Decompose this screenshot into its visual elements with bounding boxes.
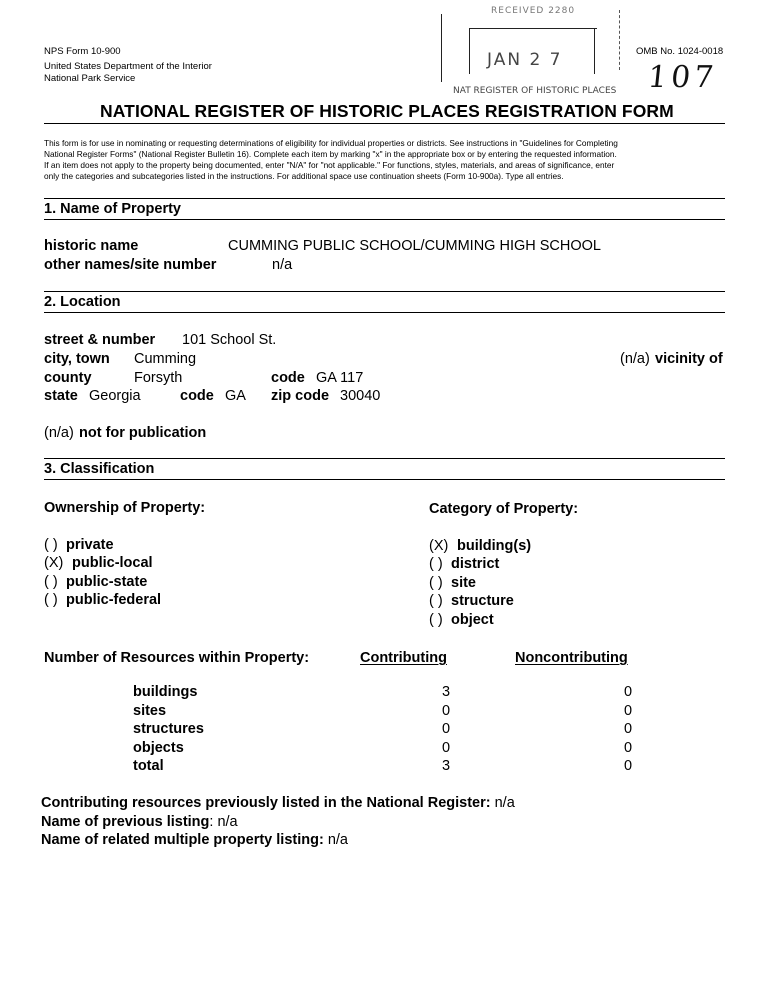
service-name: National Park Service (44, 73, 136, 84)
other-names-value: n/a (272, 257, 293, 273)
resource-structures-contributing: 0 (441, 721, 451, 737)
state-value: Georgia (89, 388, 141, 404)
stamp-date: JAN 2 7 (487, 50, 563, 70)
stamp-right-border (619, 10, 620, 70)
category-district-label: district (451, 556, 500, 572)
instructions-line-1: This form is for use in nominating or requesting determinations of eligibility for individual properties or districts. See instructions in "Guidelines for Completing (44, 138, 618, 148)
previous-listing-label: Name of previous listing (41, 814, 210, 830)
publication-label: not for publication (79, 425, 207, 441)
category-district-mark: ( ) (429, 556, 443, 572)
resource-structures-label: structures (133, 721, 204, 737)
vicinity-mark: (n/a) (620, 351, 650, 367)
instructions-line-2: National Register Forms" (National Register Bulletin 16). Complete each item by marking "x" in the appropriate box or by entering the requested information. (44, 149, 617, 159)
received-stamp (441, 6, 621, 96)
section3-bottom-rule (44, 479, 725, 480)
section1-top-rule (44, 198, 725, 199)
stamp-register-text: NAT REGISTER OF HISTORIC PLACES (453, 86, 617, 96)
ownership-public-state-mark: ( ) (44, 574, 58, 590)
section1-title: 1. Name of Property (44, 201, 181, 217)
county-code-value: GA 117 (316, 370, 364, 386)
stamp-left-border (441, 14, 442, 82)
category-heading: Category of Property: (429, 501, 579, 517)
previously-listed-value: n/a (494, 795, 515, 811)
street-label: street & number (44, 332, 156, 348)
ownership-heading: Ownership of Property: (44, 500, 206, 516)
resource-buildings-label: buildings (133, 684, 198, 700)
section2-bottom-rule (44, 312, 725, 313)
category-object-mark: ( ) (429, 612, 443, 628)
resource-buildings-contributing: 3 (441, 684, 451, 700)
zip-value: 30040 (340, 388, 381, 404)
resource-objects-contributing: 0 (441, 740, 451, 756)
form-number: NPS Form 10-900 (44, 46, 121, 57)
category-object-label: object (451, 612, 494, 628)
historic-name-label: historic name (44, 238, 139, 254)
ownership-public-local-label: public-local (72, 555, 153, 571)
county-label: county (44, 370, 92, 386)
title-rule (44, 123, 725, 124)
other-names-label: other names/site number (44, 257, 217, 273)
ownership-private-mark: ( ) (44, 537, 58, 553)
resource-objects-noncontributing: 0 (623, 740, 633, 756)
resource-structures-noncontributing: 0 (623, 721, 633, 737)
resource-total-noncontributing: 0 (623, 758, 633, 774)
ownership-public-federal-mark: ( ) (44, 592, 58, 608)
section3-title: 3. Classification (44, 461, 155, 477)
street-value: 101 School St. (182, 332, 277, 348)
multiple-property-line (41, 832, 348, 848)
noncontributing-header: Noncontributing (515, 650, 628, 666)
multiple-property-value: n/a (327, 832, 348, 848)
county-code-label: code (271, 370, 305, 386)
category-site-label: site (451, 575, 476, 591)
section1-bottom-rule (44, 219, 725, 220)
stamp-received-text: RECEIVED 2280 (491, 6, 576, 16)
city-label: city, town (44, 351, 110, 367)
category-building-mark: (X) (429, 538, 449, 554)
previous-listing-line (41, 814, 238, 830)
county-value: Forsyth (134, 370, 183, 386)
section2-top-rule (44, 291, 725, 292)
ownership-public-federal-label: public-federal (66, 592, 162, 608)
state-code-label: code (180, 388, 214, 404)
resource-sites-contributing: 0 (441, 703, 451, 719)
stamp-top-line (469, 28, 597, 29)
department-name: United States Department of the Interior (44, 61, 212, 72)
category-structure-label: structure (451, 593, 514, 609)
ownership-public-local-mark: (X) (44, 555, 64, 571)
resource-objects-label: objects (133, 740, 184, 756)
section2-title: 2. Location (44, 294, 121, 310)
category-structure-mark: ( ) (429, 593, 443, 609)
resource-sites-label: sites (133, 703, 167, 719)
multiple-property-label: Name of related multiple property listing: (41, 832, 324, 848)
section3-top-rule (44, 458, 725, 459)
city-value: Cumming (134, 351, 197, 367)
stamp-inner-right (594, 28, 595, 74)
resource-buildings-noncontributing: 0 (623, 684, 633, 700)
historic-name-value: CUMMING PUBLIC SCHOOL/CUMMING HIGH SCHOOL (228, 238, 601, 254)
previously-listed-line (41, 795, 515, 811)
state-code-value: GA (225, 388, 246, 404)
previously-listed-label: Contributing resources previously listed in the National Register: (41, 795, 491, 811)
handwritten-number: 107 (646, 60, 720, 95)
previous-listing-value: n/a (217, 814, 238, 830)
previous-listing-colon: : (209, 814, 214, 830)
publication-mark: (n/a) (44, 425, 74, 441)
resource-sites-noncontributing: 0 (623, 703, 633, 719)
ownership-private-label: private (66, 537, 114, 553)
instructions-line-4: only the categories and subcategories listed in the instructions. For additional space use continuation sheets (Form 10-900a). Type all entries. (44, 171, 564, 181)
vicinity-label: vicinity of (655, 351, 723, 367)
contributing-header: Contributing (360, 650, 447, 666)
category-building-label: building(s) (457, 538, 532, 554)
resource-total-label: total (133, 758, 164, 774)
form-title: NATIONAL REGISTER OF HISTORIC PLACES REGISTRATION FORM (100, 101, 674, 121)
instructions-line-3: If an item does not apply to the property being documented, enter "N/A" for "not applicable." For functions, styles, materials, and areas of significance, enter (44, 160, 615, 170)
ownership-public-state-label: public-state (66, 574, 148, 590)
resources-heading: Number of Resources within Property: (44, 650, 310, 666)
stamp-inner-left (469, 28, 470, 74)
category-site-mark: ( ) (429, 575, 443, 591)
state-label: state (44, 388, 78, 404)
omb-number: OMB No. 1024-0018 (636, 46, 724, 57)
resource-total-contributing: 3 (441, 758, 451, 774)
zip-label: zip code (271, 388, 330, 404)
